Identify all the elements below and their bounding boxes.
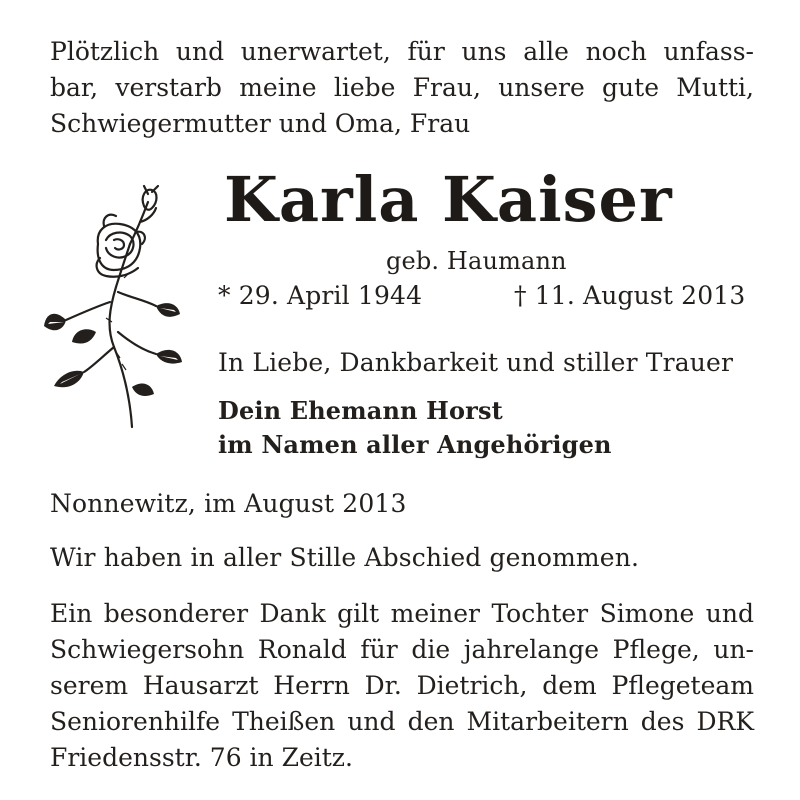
thanks-line-5: Friedensstr. 76 in Zeitz. — [50, 743, 353, 772]
deceased-name: Karla Kaiser — [224, 163, 673, 236]
intro-line-2: bar, verstarb meine liebe Frau, unsere gute Mutti, — [50, 73, 754, 102]
farewell-text: Wir haben in aller Stille Abschied genommen. — [50, 543, 640, 572]
maiden-name: geb. Haumann — [386, 247, 567, 275]
death-date: † 11. August 2013 — [514, 281, 746, 310]
intro-line-3: Schwiegermutter und Oma, Frau — [50, 109, 471, 138]
signer-family: im Namen aller Angehörigen — [218, 430, 612, 459]
intro-line-1: Plötzlich und unerwartet, für uns alle noch unfass- — [50, 37, 754, 66]
birth-date: * 29. April 1944 — [218, 281, 423, 310]
place-date: Nonnewitz, im August 2013 — [50, 489, 407, 518]
thanks-line-4: Seniorenhilfe Theißen und den Mitarbeitern des DRK — [50, 707, 754, 736]
mourning-phrase: In Liebe, Dankbarkeit und stiller Trauer — [218, 348, 734, 377]
thanks-line-1: Ein besonderer Dank gilt meiner Tochter Simone und — [50, 599, 754, 628]
rose-icon — [44, 182, 184, 432]
thanks-line-3: serem Hausarzt Herrn Dr. Dietrich, dem Pflegeteam — [50, 671, 754, 700]
signer-husband: Dein Ehemann Horst — [218, 396, 503, 425]
thanks-line-2: Schwiegersohn Ronald für die jahrelange Pflege, un- — [50, 635, 754, 664]
